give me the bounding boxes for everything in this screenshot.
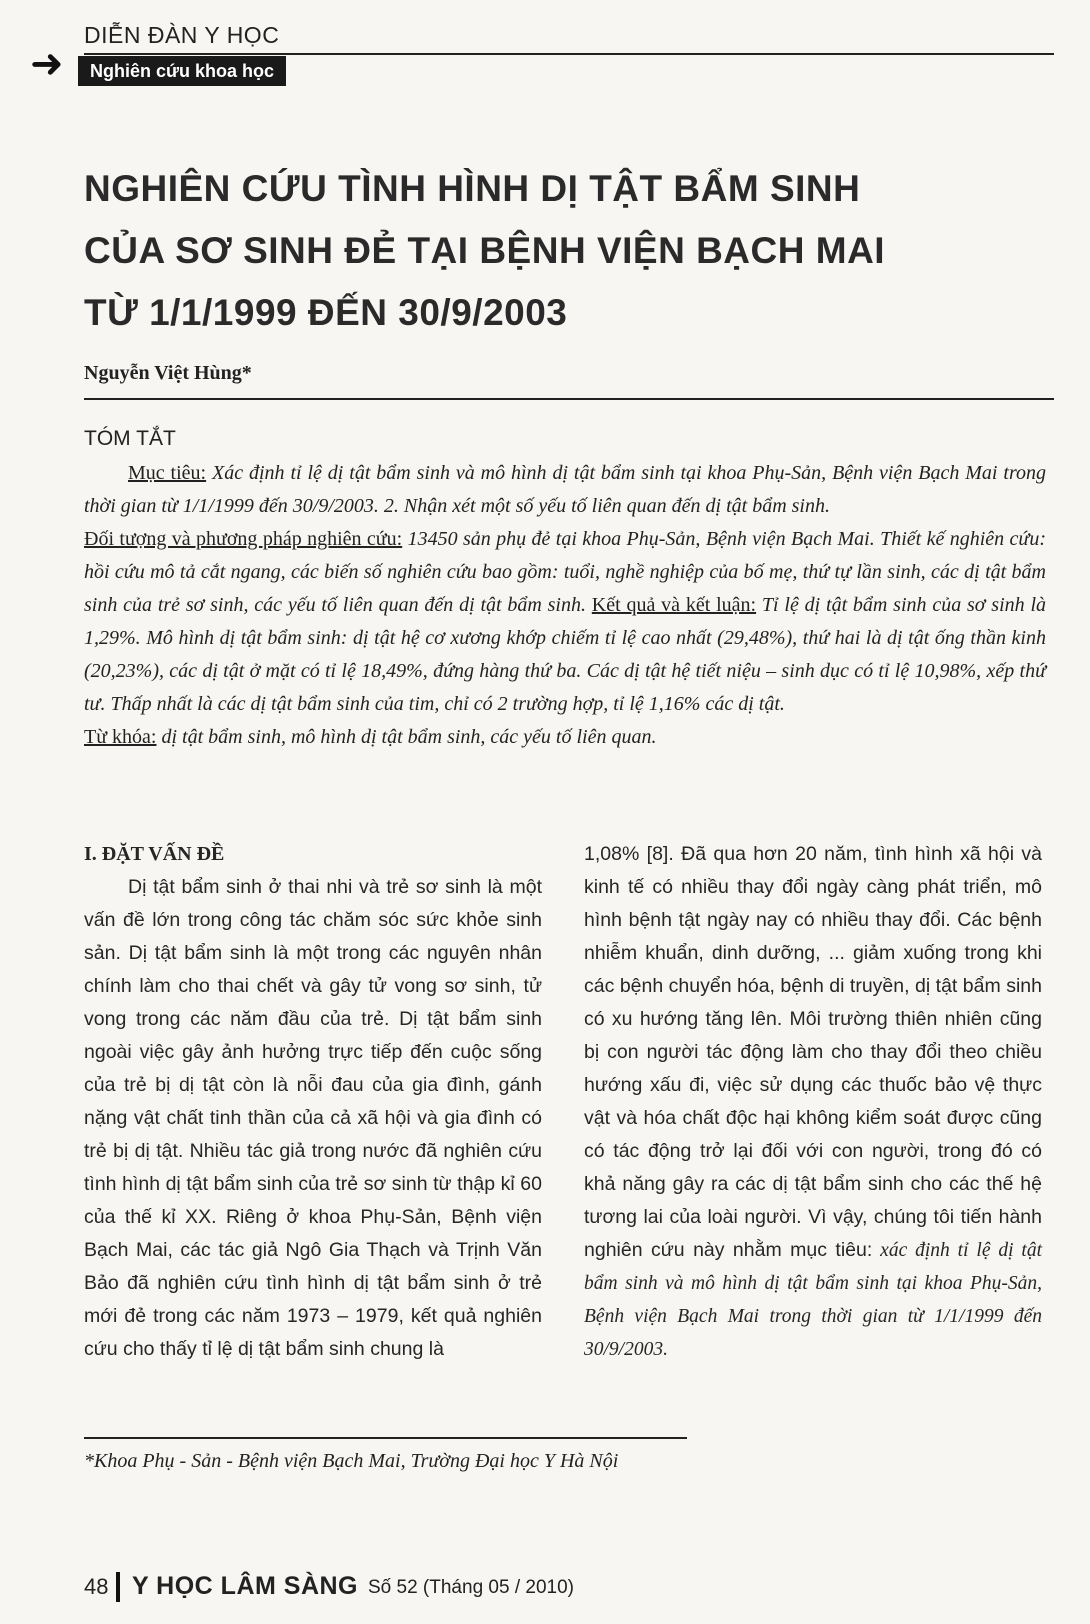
right-column bbox=[584, 838, 1042, 1366]
abstract-heading: TÓM TẮT bbox=[84, 427, 176, 450]
right-paragraph-objective: xác định tỉ lệ dị tật bẩm sinh và mô hình dị tật bẩm sinh tại khoa Phụ-Sản, Bệnh viện Bạch Mai trong thời gian từ 1/1/1999 đến 30/9/2003. bbox=[584, 1240, 1042, 1360]
section-badge: Nghiên cứu khoa học bbox=[78, 56, 286, 86]
methods-text: 13450 sản phụ đẻ tại khoa Phụ-Sản, Bệnh viện Bạch Mai. Thiết kế nghiên cứu: hồi cứu mô tả cắt ngang, các biến số nghiên cứu bao gồm: tuổi, nghề nghiệp của bố mẹ, thứ tự lần sinh, các dị tật bẩm sinh của trẻ sơ sinh, các yếu tố liên quan đến dị tật bẩm sinh. bbox=[84, 528, 1046, 616]
section-title: DIỄN ĐÀN Y HỌC bbox=[84, 22, 280, 48]
author: Nguyễn Việt Hùng* bbox=[84, 362, 252, 384]
left-column bbox=[84, 838, 542, 1366]
abstract-objective bbox=[84, 457, 1046, 523]
objective-text: Xác định tỉ lệ dị tật bẩm sinh và mô hình dị tật bẩm sinh tại khoa Phụ-Sản, Bệnh viện Bạch Mai trong thời gian từ 1/1/1999 đến 30/9/2003. 2. Nhận xét một số yếu tố liên quan đến dị tật bẩm sinh. bbox=[84, 462, 1046, 517]
abstract-keywords bbox=[84, 721, 1046, 754]
keywords-text: dị tật bẩm sinh, mô hình dị tật bẩm sinh, các yếu tố liên quan. bbox=[156, 726, 657, 748]
objective-label: Mục tiêu: bbox=[128, 462, 207, 484]
right-paragraph bbox=[584, 838, 1042, 1366]
author-rule bbox=[84, 398, 1054, 400]
journal-name: Y HỌC LÂM SÀNG bbox=[132, 1572, 358, 1600]
methods-label: Đối tượng và phương pháp nghiên cứu: bbox=[84, 528, 403, 550]
issue-info: Số 52 (Tháng 05 / 2010) bbox=[368, 1577, 574, 1598]
section-heading: I. ĐẶT VẤN ĐỀ bbox=[84, 843, 225, 865]
page-number: 48 bbox=[84, 1574, 109, 1599]
title-line-1: NGHIÊN CỨU TÌNH HÌNH DỊ TẬT BẨM SINH bbox=[84, 168, 861, 209]
right-paragraph-text: 1,08% [8]. Đã qua hơn 20 năm, tình hình xã hội và kinh tế có nhiều thay đổi ngày càng phát triển, mô hình bệnh tật ngày nay có nhiều thay đổi. Các bệnh nhiễm khuẩn, dinh dưỡng, ... giảm xuống trong khi các bệnh chuyển hóa, bệnh di truyền, dị tật bẩm sinh có xu hướng tăng lên. Môi trường thiên nhiên cũng bị con người tác động làm cho thay đổi theo chiều hướng xấu đi, việc sử dụng các thuốc bảo vệ thực vật và hóa chất độc hại không kiểm soát được cũng có tác động trở lại đối với con người, trong đó có khả năng gây ra các dị tật bẩm sinh cho các thế hệ tương lai của loài người. Vì vậy, chúng tôi tiến hành nghiên cứu này nhằm mục tiêu: bbox=[584, 843, 1042, 1261]
abstract-body bbox=[84, 457, 1046, 754]
header-rule bbox=[84, 53, 1054, 55]
results-label: Kết quả và kết luận: bbox=[591, 594, 757, 616]
keywords-label: Từ khóa: bbox=[84, 726, 157, 748]
page-separator bbox=[116, 1572, 120, 1602]
article-title bbox=[84, 158, 1004, 344]
title-line-3: TỪ 1/1/1999 ĐẾN 30/9/2003 bbox=[84, 292, 568, 333]
arrow-icon: ➜ bbox=[30, 41, 64, 87]
left-paragraph: Dị tật bẩm sinh ở thai nhi và trẻ sơ sinh là một vấn đề lớn trong công tác chăm sóc sức khỏe sinh sản. Dị tật bẩm sinh là một trong các nguyên nhân chính làm cho thai chết và gây tử vong sơ sinh, tử vong trong các năm đầu của trẻ. Dị tật bẩm sinh ngoài việc gây ảnh hưởng trực tiếp đến cuộc sống của trẻ bị dị tật còn là nỗi đau của gia đình, gánh nặng vật chất tinh thần của cả xã hội và gia đình có trẻ bị dị tật. Nhiều tác giả trong nước đã nghiên cứu tình hình dị tật bẩm sinh của trẻ sơ sinh từ thập kỉ 60 của thế kỉ XX. Riêng ở khoa Phụ-Sản, Bệnh viện Bạch Mai, các tác giả Ngô Gia Thạch và Trịnh Văn Bảo đã nghiên cứu tình hình dị tật bẩm sinh ở trẻ mới đẻ trong các năm 1973 – 1979, kết quả nghiên cứu cho thấy tỉ lệ dị tật bẩm sinh chung là bbox=[84, 876, 542, 1360]
abstract-methods-results bbox=[84, 523, 1046, 721]
results-text: Tỉ lệ dị tật bẩm sinh của sơ sinh là 1,29%. Mô hình dị tật bẩm sinh: dị tật hệ cơ xương khớp chiếm tỉ lệ cao nhất (29,48%), thứ hai là dị tật ống thần kinh (20,23%), các dị tật ở mặt có tỉ lệ 18,49%, đứng hàng thứ ba. Các dị tật hệ tiết niệu – sinh dục có tỉ lệ 10,98%, xếp thứ tư. Thấp nhất là các dị tật bẩm sinh của tim, chỉ có 2 trường hợp, tỉ lệ 1,16% các dị tật. bbox=[84, 594, 1046, 715]
title-line-2: CỦA SƠ SINH ĐẺ TẠI BỆNH VIỆN BẠCH MAI bbox=[84, 230, 886, 271]
footnote-rule bbox=[84, 1437, 687, 1439]
footnote: *Khoa Phụ - Sản - Bệnh viện Bạch Mai, Trường Đại học Y Hà Nội bbox=[84, 1450, 619, 1472]
